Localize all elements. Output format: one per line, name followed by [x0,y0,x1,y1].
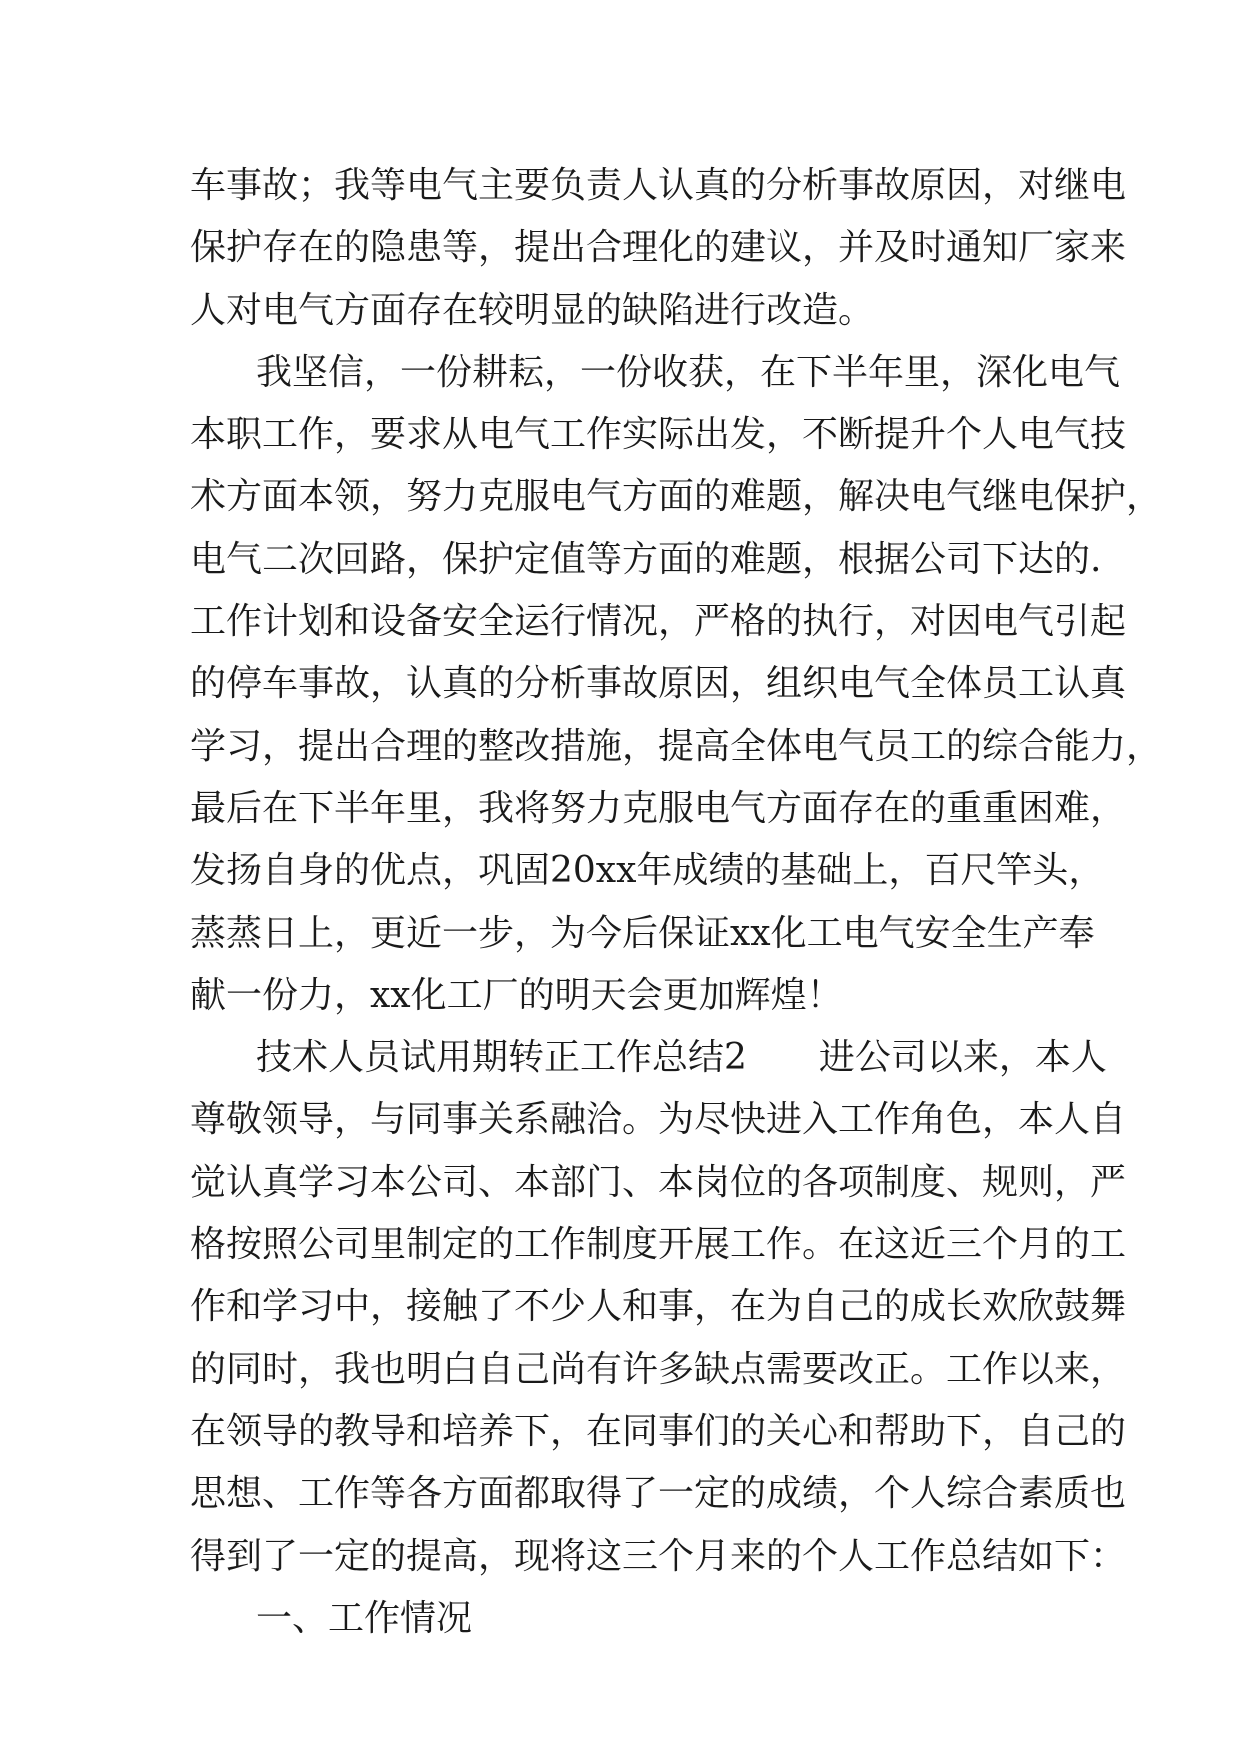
text-line: 一、工作情况 [256,1597,473,1639]
text-line: 发扬自身的优点，巩固20xx年成绩的基础上，百尺竿头， [190,850,1105,892]
text-line: 尊敬领导，与同事关系融洽。为尽快进入工作角色，本人自 [190,1099,1127,1141]
text-line: 车事故；我等电气主要负责人认真的分析事故原因，对继电 [190,165,1127,206]
text-line: 人对电气方面存在较明显的缺陷进行改造。 [190,289,875,331]
text-line: 我坚信，一份耕耘，一份收获，在下半年里，深化电气 [256,351,1121,393]
text-line: 工作计划和设备安全运行情况，严格的执行，对因电气引起 [190,601,1127,643]
document-body [190,155,1163,1650]
text-line: 保护存在的隐患等，提出合理化的建议，并及时通知厂家来 [190,227,1127,269]
text-line: 最后在下半年里，我将努力克服电气方面存在的重重困难， [190,787,1127,829]
text-line: 学习，提出合理的整改措施，提高全体电气员工的综合能力， [190,725,1163,767]
text-line: 作和学习中，接触了不少人和事，在为自己的成长欢欣鼓舞 [190,1286,1127,1328]
text-line: 的停车事故，认真的分析事故原因，组织电气全体员工认真 [190,663,1127,705]
text-line: 在领导的教导和培养下，在同事们的关心和帮助下，自己的 [190,1410,1127,1452]
text-line: 本职工作，要求从电气工作实际出发，不断提升个人电气技 [190,414,1127,456]
text-line: 技术人员试用期转正工作总结2 进公司以来，本人 [256,1037,1107,1079]
text-line: 蒸蒸日上，更近一步，为今后保证xx化工电气安全生产奉 [190,912,1095,954]
text-line: 的同时，我也明白自己尚有许多缺点需要改正。工作以来， [190,1348,1127,1390]
text-line: 电气二次回路，保护定值等方面的难题，根据公司下达的. [190,538,1102,580]
text-line: 思想、工作等各方面都取得了一定的成绩，个人综合素质也 [190,1473,1127,1515]
text-line: 觉认真学习本公司、本部门、本岗位的各项制度、规则，严 [190,1161,1127,1203]
text-line: 献一份力，xx化工厂的明天会更加辉煌！ [190,974,843,1016]
text-line: 得到了一定的提高，现将这三个月来的个人工作总结如下： [190,1535,1127,1577]
text-line: 格按照公司里制定的工作制度开展工作。在这近三个月的工 [190,1224,1127,1266]
text-line: 术方面本领，努力克服电气方面的难题，解决电气继电保护， [190,476,1163,518]
